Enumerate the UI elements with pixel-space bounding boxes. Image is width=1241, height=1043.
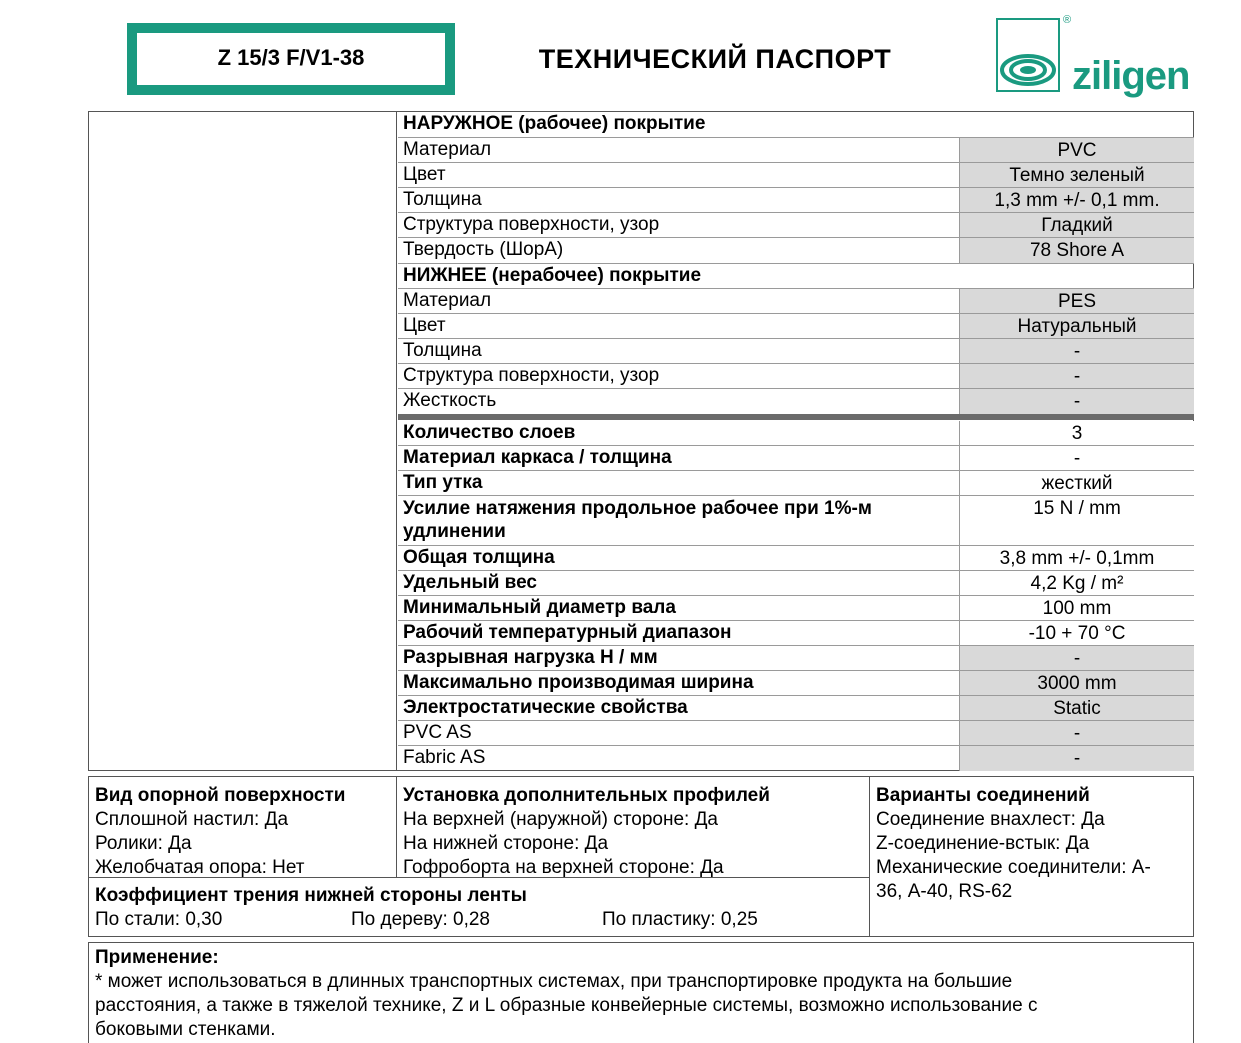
row-label: Толщина	[398, 188, 960, 212]
spiral-icon	[998, 20, 1058, 90]
table-row	[398, 238, 1194, 264]
row-value: -	[960, 339, 1194, 363]
joints-box	[869, 776, 1194, 937]
row-value: Static	[960, 696, 1194, 720]
support-surface-box	[88, 776, 397, 878]
table-row	[398, 314, 1194, 339]
row-value: PES	[960, 289, 1194, 313]
table-row	[398, 546, 1194, 571]
row-label: Структура поверхности, узор	[398, 364, 960, 388]
row-label: Структура поверхности, узор	[398, 213, 960, 237]
row-label: Удельный вес	[398, 571, 960, 595]
friction-plastic: По пластику: 0,25	[602, 909, 758, 930]
section-title: НАРУЖНОЕ (рабочее) покрытие	[403, 113, 706, 134]
row-label: Количество слоев	[398, 421, 960, 445]
table-row	[398, 746, 1194, 771]
registered-mark: ®	[1063, 14, 1072, 26]
table-row	[398, 188, 1194, 213]
table-row	[398, 339, 1194, 364]
friction-values	[95, 908, 863, 932]
friction-steel: По стали: 0,30	[95, 909, 223, 930]
row-value: Темно зеленый	[960, 163, 1194, 187]
row-value: -	[960, 721, 1194, 745]
row-label: Разрывная нагрузка Н / мм	[398, 646, 960, 670]
row-label: Материал каркаса / толщина	[398, 446, 960, 470]
application-line: расстояния, а также в тяжелой технике, Z и L образные конвейерные системы, возможно использование с	[95, 995, 1038, 1016]
row-value: -	[960, 646, 1194, 670]
outer-coating-header	[398, 112, 1194, 138]
row-label: Тип утка	[398, 471, 960, 495]
friction-wood: По дереву: 0,28	[351, 909, 491, 930]
friction-box	[88, 877, 870, 937]
inner-coating-header	[398, 264, 1194, 289]
row-value: 78 Shore A	[960, 238, 1194, 263]
table-row	[398, 138, 1194, 163]
company-logo	[996, 14, 1196, 104]
row-label: Материал	[398, 289, 960, 313]
joints-title: Варианты соединений	[876, 785, 1090, 806]
joints-line: 36, А-40, RS-62	[876, 881, 1013, 902]
row-value: PVC	[960, 138, 1194, 162]
table-row	[398, 496, 1194, 546]
table-row	[398, 364, 1194, 389]
profiles-line: Гофроборта на верхней стороне: Да	[403, 857, 724, 878]
row-label: Общая толщина	[398, 546, 960, 570]
friction-title: Коэффициент трения нижней стороны ленты	[95, 885, 527, 906]
row-label: PVC AS	[398, 721, 960, 745]
profiles-box	[396, 776, 870, 878]
table-row	[398, 289, 1194, 314]
spec-table	[88, 111, 1194, 771]
row-label: Твердость (ШорА)	[398, 238, 960, 263]
row-label: Материал	[398, 138, 960, 162]
row-value: -	[960, 389, 1194, 414]
spec-left-column	[89, 112, 397, 770]
table-row	[398, 621, 1194, 646]
section-divider	[398, 414, 1194, 420]
table-row	[398, 696, 1194, 721]
table-row	[398, 671, 1194, 696]
row-value: 4,2 Kg / m²	[960, 571, 1194, 595]
table-row	[398, 163, 1194, 188]
model-code-box	[127, 23, 455, 95]
application-title: Применение:	[95, 947, 219, 968]
row-label: Жесткость	[398, 389, 960, 414]
support-line: Ролики: Да	[95, 833, 192, 854]
row-label: Электростатические свойства	[398, 696, 960, 720]
row-label: Толщина	[398, 339, 960, 363]
profiles-line: На нижней стороне: Да	[403, 833, 609, 854]
row-value: -	[960, 446, 1194, 470]
document-title: ТЕХНИЧЕСКИЙ ПАСПОРТ	[538, 44, 892, 74]
joints-line: Соединение внахлест: Да	[876, 809, 1105, 830]
row-label: Рабочий температурный диапазон	[398, 621, 960, 645]
row-label: Fabric AS	[398, 746, 960, 771]
application-line: * может использоваться в длинных транспортных системах, при транспортировке продукта на большие	[95, 971, 1013, 992]
row-value: 1,3 mm +/- 0,1 mm.	[960, 188, 1194, 212]
table-row	[398, 213, 1194, 238]
section-title: НИЖНЕЕ (нерабочее) покрытие	[403, 265, 702, 286]
logo-wordmark: ziligen	[1072, 54, 1190, 98]
model-code: Z 15/3 F/V1-38	[217, 45, 365, 70]
row-value: Гладкий	[960, 213, 1194, 237]
table-row	[398, 471, 1194, 496]
row-value: -	[960, 364, 1194, 388]
row-value: 100 mm	[960, 596, 1194, 620]
logo-mark	[996, 18, 1060, 92]
row-value: 3000 mm	[960, 671, 1194, 695]
row-label: Цвет	[398, 163, 960, 187]
profiles-title: Установка дополнительных профилей	[403, 785, 770, 806]
row-label: Цвет	[398, 314, 960, 338]
row-value: -	[960, 746, 1194, 771]
table-row	[398, 446, 1194, 471]
joints-line: Механические соединители: А-	[876, 857, 1151, 878]
application-box	[88, 942, 1194, 1043]
support-line: Сплошной настил: Да	[95, 809, 289, 830]
row-value: -10 + 70 °C	[960, 621, 1194, 645]
table-row	[398, 646, 1194, 671]
row-label: Минимальный диаметр вала	[398, 596, 960, 620]
profiles-line: На верхней (наружной) стороне: Да	[403, 809, 719, 830]
application-line: боковыми стенками.	[95, 1019, 276, 1040]
table-row	[398, 596, 1194, 621]
row-value: 3	[960, 421, 1194, 445]
support-line: Желобчатая опора: Нет	[95, 857, 305, 878]
joints-line: Z-соединение-встык: Да	[876, 833, 1090, 854]
row-value: 3,8 mm +/- 0,1mm	[960, 546, 1194, 570]
table-row	[398, 571, 1194, 596]
model-code-inner	[135, 31, 447, 87]
table-row	[398, 389, 1194, 414]
row-label: Усилие натяжения продольное рабочее при 1%-м удлинении	[398, 496, 960, 545]
row-label: Максимально производимая ширина	[398, 671, 960, 695]
row-value: 15 N / mm	[960, 496, 1194, 545]
support-title: Вид опорной поверхности	[95, 785, 346, 806]
row-value: Натуральный	[960, 314, 1194, 338]
table-row	[398, 721, 1194, 746]
table-row	[398, 421, 1194, 446]
row-value: жесткий	[960, 471, 1194, 495]
